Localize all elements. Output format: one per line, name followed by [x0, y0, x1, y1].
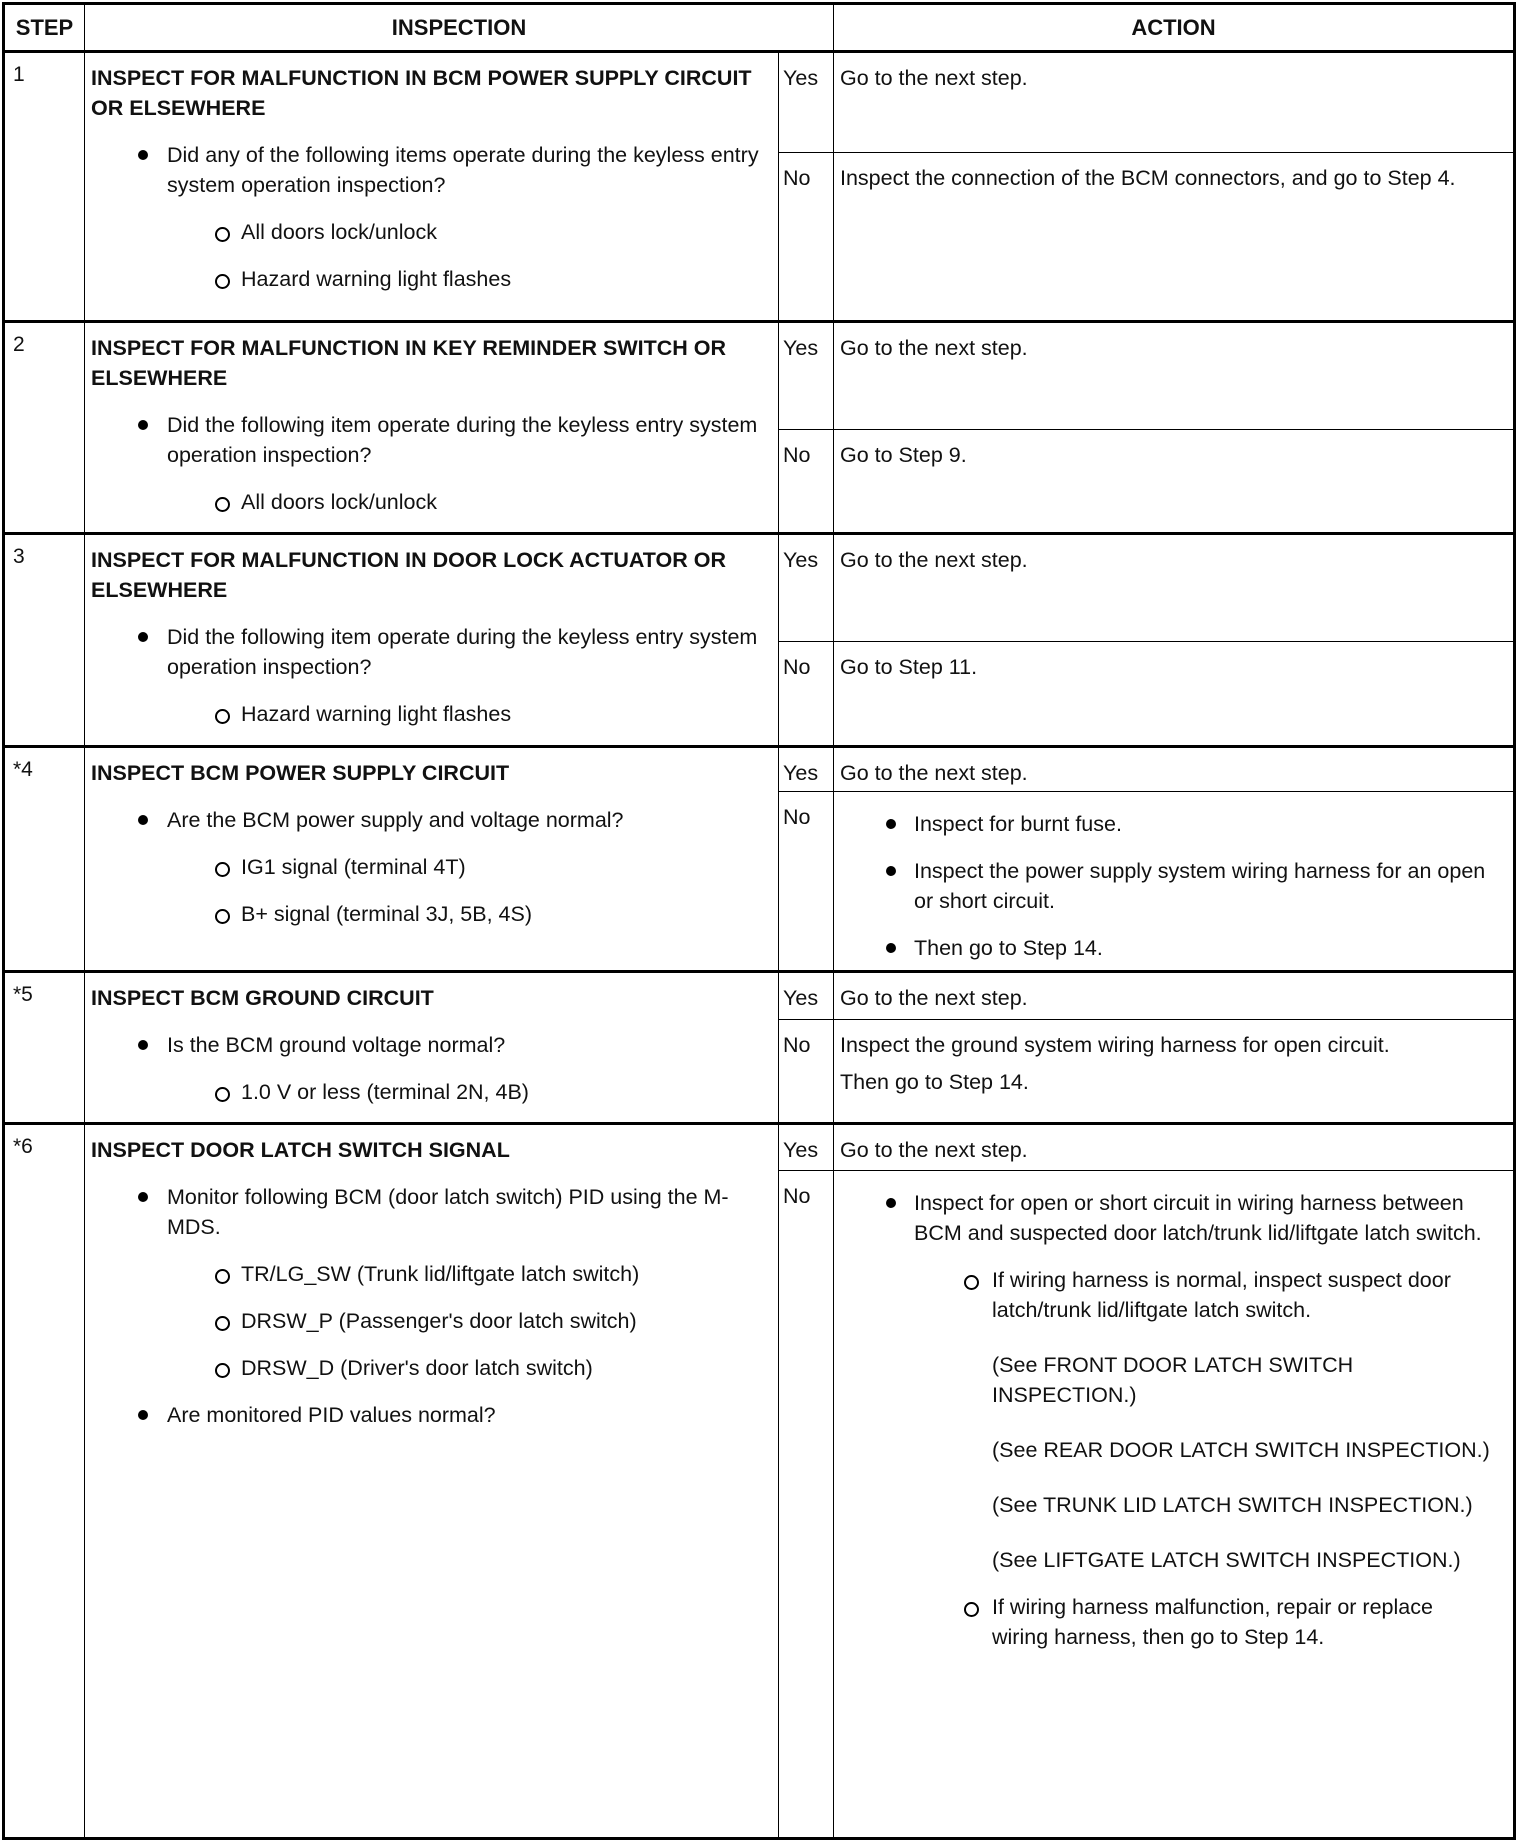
- action-cell: [779, 1125, 1513, 1837]
- action-reference: (See FRONT DOOR LATCH SWITCH INSPECTION.): [992, 1353, 1354, 1407]
- action-bullet: Inspect for open or short circuit in wiring harness between BCM and suspected door latch/trunk lid/liftgate latch switch.: [840, 1188, 1493, 1248]
- inspection-cell: [85, 748, 779, 970]
- no-action: [834, 153, 1513, 320]
- yes-label: Yes: [779, 53, 834, 152]
- no-label: No: [779, 430, 834, 532]
- action-reference: (See REAR DOOR LATCH SWITCH INSPECTION.): [992, 1438, 1490, 1462]
- no-result: [779, 152, 1513, 320]
- sub-item: All doors lock/unlock: [91, 217, 762, 247]
- yes-action: Go to the next step.: [840, 761, 1028, 785]
- bullet-item: Are the BCM power supply and voltage normal?: [91, 805, 762, 835]
- step-number: *5: [5, 973, 85, 1122]
- header-step: STEP: [5, 5, 85, 50]
- action-text: Go to Step 9.: [840, 443, 967, 467]
- bullet-item: Monitor following BCM (door latch switch) PID using the M-MDS.: [91, 1182, 762, 1242]
- table-row: [5, 970, 1513, 1122]
- table-row: [5, 320, 1513, 532]
- action-cell: [779, 748, 1513, 970]
- no-label: No: [779, 1020, 834, 1122]
- sub-item: 1.0 V or less (terminal 2N, 4B): [91, 1077, 762, 1107]
- action-sub-item: If wiring harness malfunction, repair or replace wiring harness, then go to Step 14.: [840, 1592, 1493, 1652]
- yes-label: Yes: [779, 973, 834, 1019]
- table-row: [5, 50, 1513, 320]
- no-label: No: [779, 153, 834, 320]
- inspection-title: INSPECT FOR MALFUNCTION IN KEY REMINDER SWITCH OR ELSEWHERE: [91, 336, 727, 390]
- yes-result: [779, 973, 1513, 1019]
- yes-label: Yes: [779, 323, 834, 429]
- step-number: 2: [5, 323, 85, 532]
- no-result: [779, 429, 1513, 532]
- table-row: [5, 1122, 1513, 1837]
- header-action: ACTION: [1131, 14, 1216, 40]
- no-result: [779, 1019, 1513, 1122]
- action-bullet: Inspect the power supply system wiring harness for an open or short circuit.: [840, 856, 1493, 916]
- no-result: [779, 791, 1513, 970]
- action-cell: [779, 535, 1513, 745]
- troubleshooting-table: [2, 2, 1516, 1840]
- table-row: [5, 745, 1513, 970]
- inspection-title: INSPECT FOR MALFUNCTION IN BCM POWER SUPPLY CIRCUIT OR ELSEWHERE: [91, 66, 752, 120]
- action-reference: (See LIFTGATE LATCH SWITCH INSPECTION.): [992, 1548, 1461, 1572]
- yes-action: Go to the next step.: [840, 336, 1028, 360]
- action-bullet: Inspect for burnt fuse.: [840, 809, 1493, 839]
- sub-item: TR/LG_SW (Trunk lid/liftgate latch switch): [91, 1259, 762, 1289]
- bullet-item: Did the following item operate during the keyless entry system operation inspection?: [91, 622, 762, 682]
- inspection-title: INSPECT BCM POWER SUPPLY CIRCUIT: [91, 761, 510, 785]
- sub-item: DRSW_D (Driver's door latch switch): [91, 1353, 762, 1383]
- inspection-title: INSPECT BCM GROUND CIRCUIT: [91, 986, 434, 1010]
- yes-label: Yes: [779, 1125, 834, 1170]
- inspection-cell: [85, 1125, 779, 1837]
- action-text: Inspect the connection of the BCM connectors, and go to Step 4.: [840, 166, 1456, 190]
- yes-action: Go to the next step.: [840, 1138, 1028, 1162]
- inspection-cell: [85, 535, 779, 745]
- no-action: [834, 792, 1513, 970]
- no-label: No: [779, 1171, 834, 1837]
- inspection-cell: [85, 53, 779, 320]
- yes-result: [779, 748, 1513, 791]
- inspection-cell: [85, 323, 779, 532]
- bullet-item: Is the BCM ground voltage normal?: [91, 1030, 762, 1060]
- step-number: 3: [5, 535, 85, 745]
- yes-action: Go to the next step.: [840, 548, 1028, 572]
- inspection-title: INSPECT DOOR LATCH SWITCH SIGNAL: [91, 1138, 510, 1162]
- yes-action: Go to the next step.: [840, 66, 1028, 90]
- yes-action: Go to the next step.: [840, 986, 1028, 1010]
- action-cell: [779, 53, 1513, 320]
- action-reference: (See TRUNK LID LATCH SWITCH INSPECTION.): [992, 1493, 1473, 1517]
- sub-item: Hazard warning light flashes: [91, 699, 762, 729]
- table-row: [5, 532, 1513, 745]
- step-number: 1: [5, 53, 85, 320]
- action-cell: [779, 973, 1513, 1122]
- no-label: No: [779, 642, 834, 745]
- action-text: Go to Step 11.: [840, 655, 978, 679]
- step-number: *6: [5, 1125, 85, 1837]
- sub-item: All doors lock/unlock: [91, 487, 762, 517]
- yes-result: [779, 323, 1513, 429]
- sub-item: Hazard warning light flashes: [91, 264, 762, 294]
- action-text: Inspect the ground system wiring harness for open circuit.: [840, 1033, 1390, 1057]
- table-header: [5, 5, 1513, 50]
- no-action: [834, 1020, 1513, 1122]
- yes-result: [779, 535, 1513, 641]
- yes-label: Yes: [779, 748, 834, 791]
- sub-item: IG1 signal (terminal 4T): [91, 852, 762, 882]
- no-action: [834, 642, 1513, 745]
- no-action: [834, 1171, 1513, 1837]
- no-result: [779, 641, 1513, 745]
- no-result: [779, 1170, 1513, 1837]
- no-label: No: [779, 792, 834, 970]
- sub-item: B+ signal (terminal 3J, 5B, 4S): [91, 899, 762, 929]
- bullet-item: Did any of the following items operate during the keyless entry system operation inspection?: [91, 140, 762, 200]
- sub-item: DRSW_P (Passenger's door latch switch): [91, 1306, 762, 1336]
- action-bullet: Then go to Step 14.: [840, 933, 1493, 963]
- step-number: *4: [5, 748, 85, 970]
- yes-result: [779, 1125, 1513, 1170]
- bullet-item: Are monitored PID values normal?: [91, 1400, 762, 1430]
- inspection-cell: [85, 973, 779, 1122]
- header-inspection: INSPECTION: [85, 5, 834, 50]
- inspection-title: INSPECT FOR MALFUNCTION IN DOOR LOCK ACTUATOR OR ELSEWHERE: [91, 548, 727, 602]
- no-action: [834, 430, 1513, 532]
- yes-result: [779, 53, 1513, 152]
- action-cell: [779, 323, 1513, 532]
- action-sub-item: If wiring harness is normal, inspect suspect door latch/trunk lid/liftgate latch switch.: [840, 1265, 1493, 1325]
- action-text: Then go to Step 14.: [840, 1070, 1029, 1094]
- bullet-item: Did the following item operate during the keyless entry system operation inspection?: [91, 410, 762, 470]
- yes-label: Yes: [779, 535, 834, 641]
